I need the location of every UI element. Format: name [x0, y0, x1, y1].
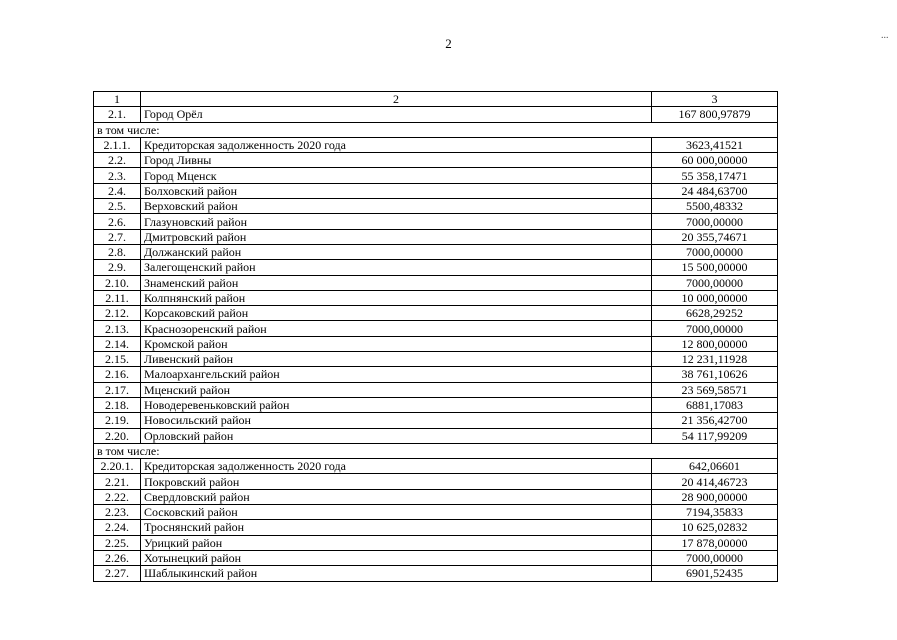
row-number: 2.14. [94, 336, 141, 351]
subheader-row [94, 122, 778, 137]
row-name: Шаблыкинский район [141, 566, 652, 581]
row-value: 7000,00000 [652, 244, 778, 259]
corner-mark: ... [881, 30, 889, 41]
table-header-row [94, 92, 778, 107]
table-row [94, 505, 778, 520]
row-value: 7000,00000 [652, 275, 778, 290]
row-value: 10 000,00000 [652, 290, 778, 305]
row-value: 6901,52435 [652, 566, 778, 581]
row-name: Малоархангельский район [141, 367, 652, 382]
table-row [94, 566, 778, 581]
row-name: Город Мценск [141, 168, 652, 183]
row-value: 55 358,17471 [652, 168, 778, 183]
table-row [94, 168, 778, 183]
row-value: 642,06601 [652, 459, 778, 474]
row-value: 7194,35833 [652, 505, 778, 520]
row-number: 2.24. [94, 520, 141, 535]
row-number: 2.17. [94, 382, 141, 397]
row-name: Верховский район [141, 199, 652, 214]
table-row [94, 244, 778, 259]
row-name: Орловский район [141, 428, 652, 443]
row-name: Покровский район [141, 474, 652, 489]
page-number: 2 [445, 36, 452, 51]
row-number: 2.3. [94, 168, 141, 183]
row-name: Сосковский район [141, 505, 652, 520]
row-number: 2.15. [94, 352, 141, 367]
row-value: 20 355,74671 [652, 229, 778, 244]
table-row [94, 137, 778, 152]
row-name: Колпнянский район [141, 290, 652, 305]
row-value: 17 878,00000 [652, 535, 778, 550]
row-number: 2.22. [94, 489, 141, 504]
row-name: Болховский район [141, 183, 652, 198]
table-row [94, 459, 778, 474]
row-number: 2.4. [94, 183, 141, 198]
row-number: 2.26. [94, 550, 141, 565]
allocation-table [93, 91, 778, 582]
row-value: 20 414,46723 [652, 474, 778, 489]
row-name: Новосильский район [141, 413, 652, 428]
table-row [94, 183, 778, 198]
row-name: Мценский район [141, 382, 652, 397]
row-name: Хотынецкий район [141, 550, 652, 565]
row-name: Знаменский район [141, 275, 652, 290]
row-value: 54 117,99209 [652, 428, 778, 443]
row-value: 6881,17083 [652, 397, 778, 412]
row-number: 2.5. [94, 199, 141, 214]
subheader-label: в том числе: [94, 122, 778, 137]
row-number: 2.16. [94, 367, 141, 382]
row-number: 2.19. [94, 413, 141, 428]
table-row [94, 428, 778, 443]
row-number: 2.6. [94, 214, 141, 229]
row-value: 7000,00000 [652, 550, 778, 565]
table-row [94, 535, 778, 550]
row-value: 21 356,42700 [652, 413, 778, 428]
row-number: 2.7. [94, 229, 141, 244]
row-name: Свердловский район [141, 489, 652, 504]
table-row [94, 382, 778, 397]
table-row [94, 489, 778, 504]
row-number: 2.12. [94, 306, 141, 321]
table-row [94, 352, 778, 367]
table-row [94, 397, 778, 412]
row-value: 12 231,11928 [652, 352, 778, 367]
row-value: 12 800,00000 [652, 336, 778, 351]
table-row [94, 367, 778, 382]
row-name: Корсаковский район [141, 306, 652, 321]
row-number: 2.20.1. [94, 459, 141, 474]
row-name: Троснянский район [141, 520, 652, 535]
row-name: Город Орёл [141, 107, 652, 122]
row-name: Дмитровский район [141, 229, 652, 244]
table-row [94, 260, 778, 275]
header-col-3: 3 [652, 92, 778, 107]
table-row [94, 550, 778, 565]
row-number: 2.21. [94, 474, 141, 489]
row-name: Город Ливны [141, 153, 652, 168]
row-value: 7000,00000 [652, 214, 778, 229]
row-name: Кредиторская задолженность 2020 года [141, 137, 652, 152]
table-row [94, 153, 778, 168]
table-row [94, 336, 778, 351]
row-value: 10 625,02832 [652, 520, 778, 535]
row-name: Урицкий район [141, 535, 652, 550]
row-name: Кромской район [141, 336, 652, 351]
table-row [94, 214, 778, 229]
row-number: 2.23. [94, 505, 141, 520]
row-value: 167 800,97879 [652, 107, 778, 122]
header-col-1: 1 [94, 92, 141, 107]
row-name: Новодеревеньковский район [141, 397, 652, 412]
table-row [94, 474, 778, 489]
row-number: 2.8. [94, 244, 141, 259]
row-name: Краснозоренский район [141, 321, 652, 336]
row-number: 2.27. [94, 566, 141, 581]
row-number: 2.10. [94, 275, 141, 290]
row-value: 24 484,63700 [652, 183, 778, 198]
table-row [94, 290, 778, 305]
row-value: 60 000,00000 [652, 153, 778, 168]
row-number: 2.2. [94, 153, 141, 168]
table-row [94, 229, 778, 244]
row-number: 2.1. [94, 107, 141, 122]
row-value: 7000,00000 [652, 321, 778, 336]
row-value: 23 569,58571 [652, 382, 778, 397]
table-row [94, 199, 778, 214]
subheader-row [94, 443, 778, 458]
row-value: 15 500,00000 [652, 260, 778, 275]
table-row [94, 413, 778, 428]
row-number: 2.11. [94, 290, 141, 305]
row-name: Ливенский район [141, 352, 652, 367]
header-col-2: 2 [141, 92, 652, 107]
row-value: 5500,48332 [652, 199, 778, 214]
table-row [94, 306, 778, 321]
row-value: 6628,29252 [652, 306, 778, 321]
row-number: 2.9. [94, 260, 141, 275]
row-value: 3623,41521 [652, 137, 778, 152]
row-number: 2.25. [94, 535, 141, 550]
row-name: Глазуновский район [141, 214, 652, 229]
table-row [94, 520, 778, 535]
subheader-label: в том числе: [94, 443, 778, 458]
table-row [94, 275, 778, 290]
table-row [94, 107, 778, 122]
row-number: 2.13. [94, 321, 141, 336]
row-value: 38 761,10626 [652, 367, 778, 382]
table-body [94, 92, 778, 582]
row-value: 28 900,00000 [652, 489, 778, 504]
row-number: 2.18. [94, 397, 141, 412]
row-name: Кредиторская задолженность 2020 года [141, 459, 652, 474]
row-name: Залегощенский район [141, 260, 652, 275]
row-number: 2.20. [94, 428, 141, 443]
table-row [94, 321, 778, 336]
row-name: Должанский район [141, 244, 652, 259]
row-number: 2.1.1. [94, 137, 141, 152]
